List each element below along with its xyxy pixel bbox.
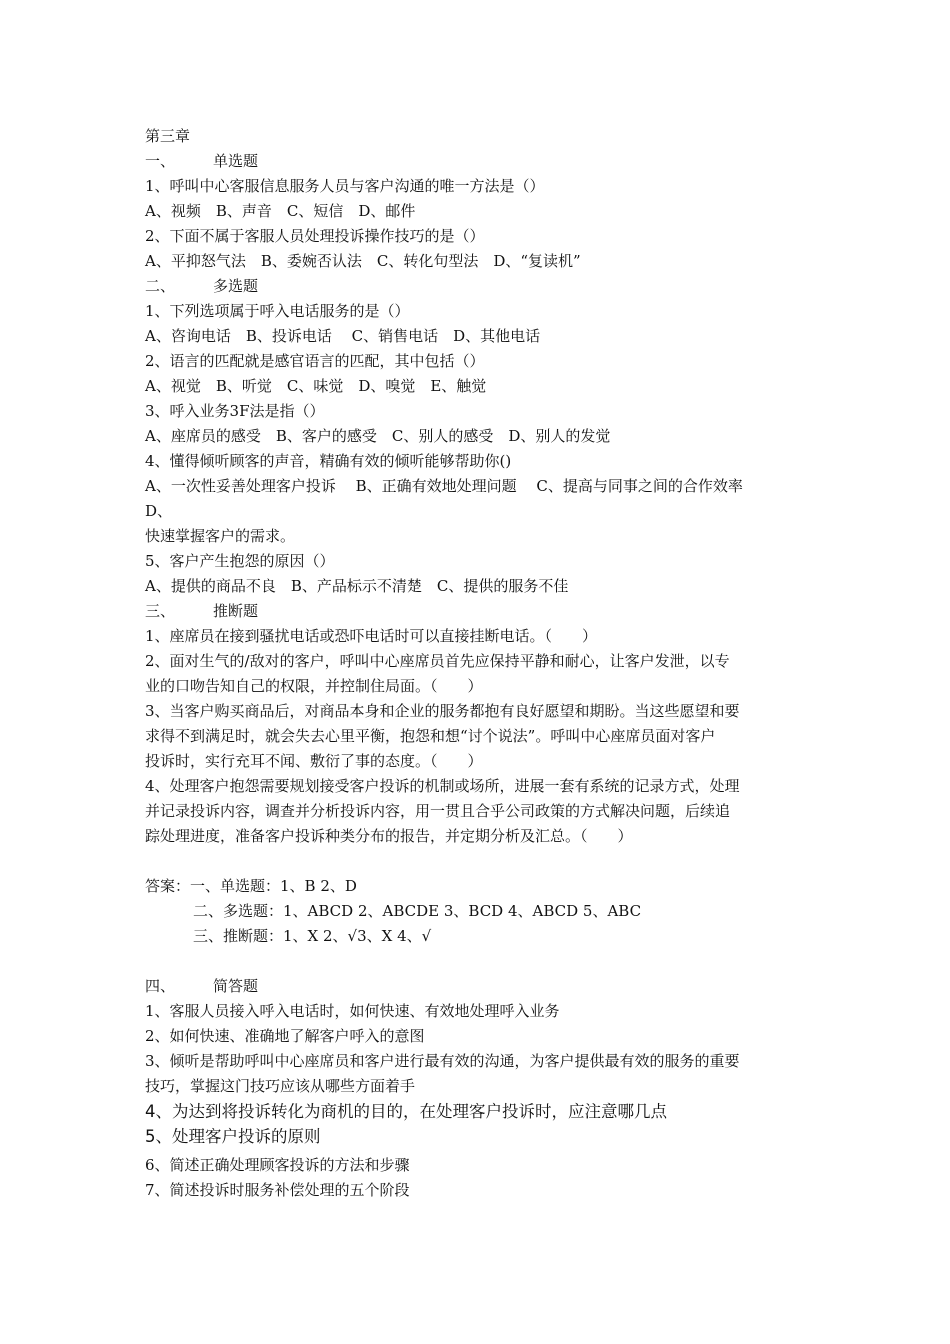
question-line: 4、为达到将投诉转化为商机的目的，在处理客户投诉时，应注意哪几点 [145, 1102, 667, 1121]
question-line: 4、处理客户抱怨需要规划接受客户投诉的机制或场所，进展一套有系统的记录方式，处理 [145, 777, 740, 795]
question-line: 2、面对生气的/敌对的客户，呼叫中心座席员首先应保持平静和耐心，让客户发泄，以专 [145, 652, 730, 670]
question-line: 6、简述正确处理顾客投诉的方法和步骤 [145, 1156, 410, 1174]
section-number: 二、 [145, 277, 176, 295]
question-line: 1、客服人员接入呼入电话时，如何快速、有效地处理呼入业务 [145, 1002, 560, 1020]
question-line: 并记录投诉内容，调查并分析投诉内容，用一贯且合乎公司政策的方式解决问题，后续追 [145, 802, 731, 820]
section-heading-single-choice [145, 149, 815, 174]
question-line: 1、座席员在接到骚扰电话或恐吓电话时可以直接挂断电话。（ ） [145, 627, 598, 645]
section-title: 单选题 [213, 152, 259, 170]
options-line: D、 [145, 502, 173, 520]
question-line: 投诉时，实行充耳不闻、敷衍了事的态度。（ ） [145, 752, 483, 770]
question-line: 5、客户产生抱怨的原因（） [145, 552, 335, 570]
question-line: 2、语言的匹配就是感官语言的匹配，其中包括（） [145, 352, 485, 370]
options-line: A、视频 B、声音 C、短信 D、邮件 [145, 202, 416, 220]
question-line: 4、懂得倾听顾客的声音，精确有效的倾听能够帮助你() [145, 452, 512, 470]
question-line: 1、呼叫中心客服信息服务人员与客户沟通的唯一方法是（） [145, 177, 545, 195]
options-line: A、视觉 B、听觉 C、味觉 D、嗅觉 E、触觉 [145, 377, 487, 395]
section-number: 四、 [145, 977, 176, 995]
question-line: 技巧，掌握这门技巧应该从哪些方面着手 [145, 1077, 416, 1095]
question-line: 3、呼入业务3F法是指（） [145, 402, 325, 420]
question-line: 业的口吻告知自己的权限，并控制住局面。（ ） [145, 677, 483, 695]
question-line: 7、简述投诉时服务补偿处理的五个阶段 [145, 1181, 410, 1199]
question-line: 2、下面不属于客服人员处理投诉操作技巧的是（） [145, 227, 485, 245]
answer-line: 答案：一、单选题：1、B 2、D [145, 877, 357, 895]
options-line: A、座席员的感受 B、客户的感受 C、别人的感受 D、别人的发觉 [145, 427, 611, 445]
answer-line: 二、多选题：1、ABCD 2、ABCDE 3、BCD 4、ABCD 5、ABC [193, 902, 642, 920]
options-line: A、提供的商品不良 B、产品标示不清楚 C、提供的服务不佳 [145, 577, 569, 595]
section-heading-short-answer [145, 974, 815, 999]
options-line: A、咨询电话 B、投诉电话 C、销售电话 D、其他电话 [145, 327, 541, 345]
document-page [145, 124, 815, 1203]
options-line: 快速掌握客户的需求。 [145, 527, 296, 545]
question-line: 1、下列选项属于呼入电话服务的是（） [145, 302, 410, 320]
question-line: 踪处理进度，准备客户投诉种类分布的报告，并定期分析及汇总。（ ） [145, 827, 633, 845]
section-heading-judgement [145, 599, 815, 624]
section-title: 推断题 [213, 602, 259, 620]
section-title: 简答题 [213, 977, 259, 995]
section-heading-multiple-choice [145, 274, 815, 299]
options-line: A、一次性妥善处理客户投诉 B、正确有效地处理问题 C、提高与同事之间的合作效率 [145, 477, 743, 495]
question-line: 3、倾听是帮助呼叫中心座席员和客户进行最有效的沟通，为客户提供最有效的服务的重要 [145, 1052, 740, 1070]
spacer [145, 949, 815, 974]
answer-line: 三、推断题：1、X 2、√3、X 4、√ [193, 927, 432, 945]
section-number: 一、 [145, 152, 176, 170]
question-line: 求得不到满足时，就会失去心里平衡，抱怨和想“讨个说法”。呼叫中心座席员面对客户 [145, 727, 716, 745]
question-line: 3、当客户购买商品后，对商品本身和企业的服务都抱有良好愿望和期盼。当这些愿望和要 [145, 702, 740, 720]
spacer [145, 849, 815, 874]
section-title: 多选题 [213, 277, 259, 295]
options-line: A、平抑怒气法 B、委婉否认法 C、转化句型法 D、“复读机” [145, 252, 581, 270]
section-number: 三、 [145, 602, 176, 620]
question-line: 5、处理客户投诉的原则 [145, 1127, 321, 1146]
chapter-title: 第三章 [145, 127, 191, 145]
question-line: 2、如何快速、准确地了解客户呼入的意图 [145, 1027, 425, 1045]
